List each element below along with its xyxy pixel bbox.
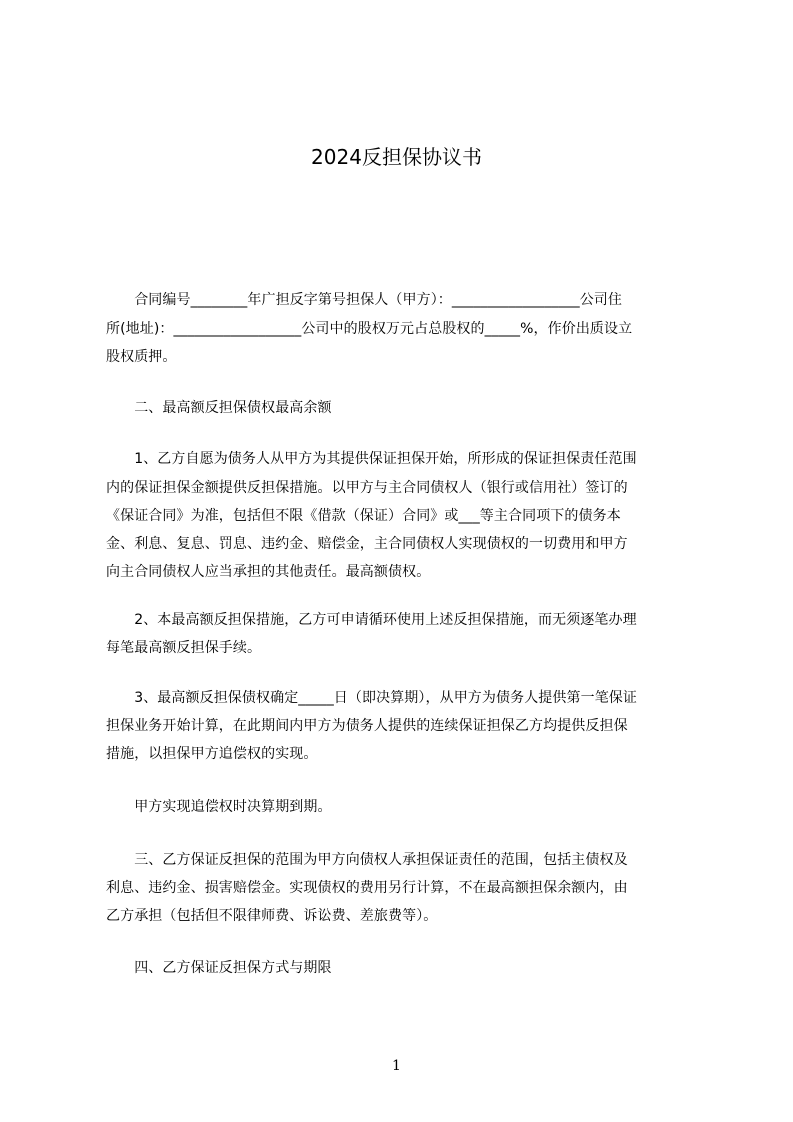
- text-line: 金、利息、复息、罚息、违约金、赔偿金，主合同债权人实现债权的一切费用和甲方: [106, 536, 628, 552]
- text-line: 向主合同债权人应当承担的其他责任。最高额债权。: [106, 564, 431, 580]
- text-line: 每笔最高额反担保手续。: [106, 640, 262, 656]
- text-line: 担保业务开始计算，在此期间内甲方为债务人提供的连续保证担保乙方均提供反担保: [106, 718, 628, 734]
- text-line: 股权质押。: [106, 349, 177, 365]
- text-line: 措施，以担保甲方追偿权的实现。: [106, 746, 318, 762]
- text-line: 3、最高额反担保债权确定_____日（即决算期），从甲方为债务人提供第一笔保证: [106, 690, 638, 706]
- text-line: 三、乙方保证反担保的范围为甲方向债权人承担保证责任的范围，包括主债权及: [106, 852, 628, 868]
- text-line: 合同编号________年广担反字第号担保人（甲方）：__________________公司住: [106, 292, 622, 308]
- text-line: 四、乙方保证反担保方式与期限: [106, 960, 332, 976]
- text-line: 2、本最高额反担保措施，乙方可申请循环使用上述反担保措施，而无须逐笔办理: [106, 612, 637, 628]
- text-line: 内的保证担保金额提供反担保措施。以甲方与主合同债权人（银行或信用社）签订的: [106, 480, 628, 496]
- text-line: 1、乙方自愿为债务人从甲方为其提供保证担保开始，所形成的保证担保责任范围: [106, 451, 637, 467]
- page-number: 1: [392, 1058, 401, 1074]
- text-line: 二、最高额反担保债权最高余额: [106, 400, 332, 416]
- text-line: 所(地址)：__________________公司中的股权万元占总股权的_____%，作价出质设立: [106, 321, 633, 337]
- text-line: 甲方实现追偿权时决算期到期。: [106, 799, 332, 815]
- text-line: 利息、违约金、损害赔偿金。实现债权的费用另行计算，不在最高额担保余额内，由: [106, 880, 628, 896]
- text-line: 《保证合同》为准，包括但不限《借款（保证）合同》或___等主合同项下的债务本: [106, 508, 621, 524]
- document-title: 2024反担保协议书: [311, 145, 482, 169]
- text-line: 乙方承担（包括但不限律师费、诉讼费、差旅费等）。: [106, 908, 438, 924]
